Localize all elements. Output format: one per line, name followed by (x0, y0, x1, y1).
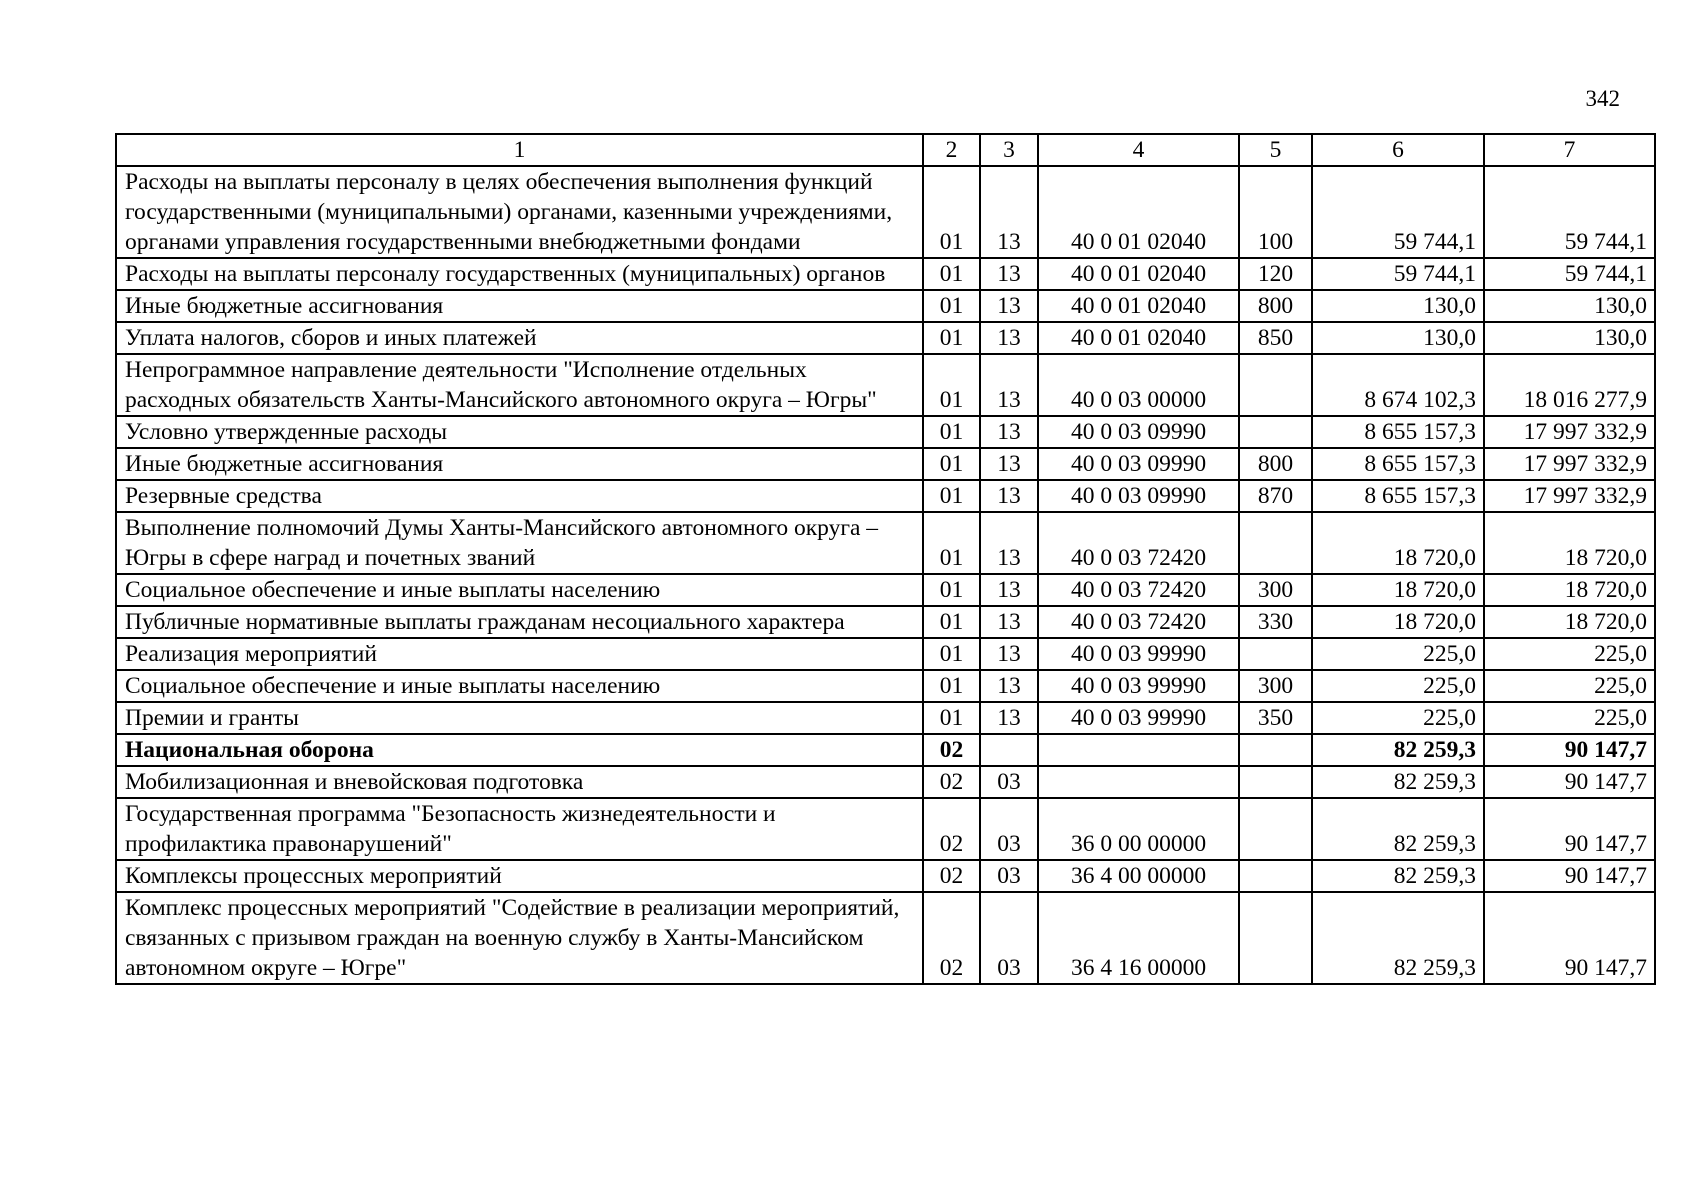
page-number: 342 (1585, 86, 1620, 111)
cell-name: Публичные нормативные выплаты гражданам несоциального характера (116, 606, 923, 638)
cell-target-article: 40 0 01 02040 (1038, 322, 1239, 354)
cell-name: Национальная оборона (116, 734, 923, 766)
cell-section: 01 (923, 448, 980, 480)
cell-target-article: 40 0 03 72420 (1038, 606, 1239, 638)
cell-expense-type: 300 (1239, 670, 1312, 702)
table-row (116, 638, 1655, 670)
cell-subsection: 13 (980, 448, 1038, 480)
cell-expense-type (1239, 734, 1312, 766)
column-header-1: 1 (116, 134, 923, 166)
cell-amount-2: 225,0 (1484, 670, 1655, 702)
cell-expense-type (1239, 798, 1312, 860)
cell-section: 01 (923, 512, 980, 574)
cell-name: Государственная программа "Безопасность жизнедеятельности и профилактика правонарушений" (116, 798, 923, 860)
table-row (116, 798, 1655, 860)
cell-target-article: 40 0 03 99990 (1038, 702, 1239, 734)
budget-table (115, 133, 1656, 985)
table-row (116, 416, 1655, 448)
cell-subsection: 13 (980, 512, 1038, 574)
cell-amount-1: 82 259,3 (1312, 798, 1484, 860)
cell-expense-type (1239, 860, 1312, 892)
cell-subsection: 13 (980, 166, 1038, 258)
table-row (116, 766, 1655, 798)
cell-amount-1: 18 720,0 (1312, 512, 1484, 574)
cell-amount-1: 82 259,3 (1312, 860, 1484, 892)
table-row (116, 290, 1655, 322)
table-body (116, 166, 1655, 984)
cell-amount-2: 59 744,1 (1484, 166, 1655, 258)
cell-expense-type: 850 (1239, 322, 1312, 354)
cell-amount-2: 225,0 (1484, 702, 1655, 734)
cell-name: Мобилизационная и вневойсковая подготовка (116, 766, 923, 798)
cell-section: 01 (923, 258, 980, 290)
cell-amount-1: 8 655 157,3 (1312, 448, 1484, 480)
cell-amount-1: 130,0 (1312, 290, 1484, 322)
cell-amount-1: 82 259,3 (1312, 734, 1484, 766)
cell-expense-type: 800 (1239, 448, 1312, 480)
cell-expense-type: 870 (1239, 480, 1312, 512)
cell-amount-1: 8 655 157,3 (1312, 480, 1484, 512)
cell-expense-type (1239, 512, 1312, 574)
cell-expense-type: 100 (1239, 166, 1312, 258)
cell-subsection: 13 (980, 702, 1038, 734)
cell-section: 02 (923, 860, 980, 892)
cell-target-article: 40 0 03 99990 (1038, 670, 1239, 702)
table-row (116, 166, 1655, 258)
cell-amount-1: 59 744,1 (1312, 166, 1484, 258)
cell-amount-1: 59 744,1 (1312, 258, 1484, 290)
cell-expense-type: 350 (1239, 702, 1312, 734)
cell-section: 02 (923, 798, 980, 860)
cell-target-article: 40 0 01 02040 (1038, 166, 1239, 258)
cell-target-article: 40 0 03 09990 (1038, 416, 1239, 448)
cell-name: Непрограммное направление деятельности "Исполнение отдельных расходных обязательств Ханты-Мансийского автономного округа – Югры" (116, 354, 923, 416)
cell-expense-type (1239, 638, 1312, 670)
cell-section: 02 (923, 892, 980, 984)
cell-expense-type (1239, 892, 1312, 984)
cell-target-article (1038, 734, 1239, 766)
cell-amount-2: 18 720,0 (1484, 512, 1655, 574)
cell-amount-2: 18 720,0 (1484, 574, 1655, 606)
cell-subsection: 13 (980, 416, 1038, 448)
table-row (116, 670, 1655, 702)
cell-name: Реализация мероприятий (116, 638, 923, 670)
cell-amount-2: 17 997 332,9 (1484, 416, 1655, 448)
cell-amount-1: 82 259,3 (1312, 892, 1484, 984)
cell-expense-type (1239, 416, 1312, 448)
cell-name: Социальное обеспечение и иные выплаты населению (116, 670, 923, 702)
cell-subsection: 03 (980, 766, 1038, 798)
cell-name: Выполнение полномочий Думы Ханты-Мансийского автономного округа – Югры в сфере наград и почетных званий (116, 512, 923, 574)
cell-target-article (1038, 766, 1239, 798)
cell-name: Комплекс процессных мероприятий "Содействие в реализации мероприятий, связанных с призывом граждан на военную службу в Ханты-Мансийском автономном округе – Югре" (116, 892, 923, 984)
cell-subsection (980, 734, 1038, 766)
cell-subsection: 03 (980, 860, 1038, 892)
cell-subsection: 13 (980, 258, 1038, 290)
table-row (116, 734, 1655, 766)
cell-subsection: 13 (980, 354, 1038, 416)
column-header-3: 3 (980, 134, 1038, 166)
column-header-4: 4 (1038, 134, 1239, 166)
cell-target-article: 36 0 00 00000 (1038, 798, 1239, 860)
cell-target-article: 40 0 03 72420 (1038, 512, 1239, 574)
cell-name: Премии и гранты (116, 702, 923, 734)
cell-section: 01 (923, 606, 980, 638)
cell-amount-1: 8 674 102,3 (1312, 354, 1484, 416)
table-row (116, 606, 1655, 638)
cell-target-article: 40 0 03 00000 (1038, 354, 1239, 416)
table-row (116, 702, 1655, 734)
cell-expense-type (1239, 766, 1312, 798)
cell-target-article: 36 4 16 00000 (1038, 892, 1239, 984)
cell-section: 01 (923, 322, 980, 354)
cell-section: 01 (923, 416, 980, 448)
cell-amount-2: 90 147,7 (1484, 734, 1655, 766)
cell-amount-1: 8 655 157,3 (1312, 416, 1484, 448)
cell-target-article: 40 0 03 72420 (1038, 574, 1239, 606)
cell-name: Резервные средства (116, 480, 923, 512)
cell-amount-1: 82 259,3 (1312, 766, 1484, 798)
cell-target-article: 40 0 03 09990 (1038, 448, 1239, 480)
cell-amount-2: 18 016 277,9 (1484, 354, 1655, 416)
cell-name: Иные бюджетные ассигнования (116, 448, 923, 480)
cell-name: Уплата налогов, сборов и иных платежей (116, 322, 923, 354)
cell-amount-1: 225,0 (1312, 670, 1484, 702)
cell-subsection: 13 (980, 574, 1038, 606)
cell-name: Комплексы процессных мероприятий (116, 860, 923, 892)
cell-amount-2: 59 744,1 (1484, 258, 1655, 290)
cell-target-article: 40 0 01 02040 (1038, 258, 1239, 290)
cell-amount-2: 90 147,7 (1484, 798, 1655, 860)
cell-section: 01 (923, 166, 980, 258)
table-row (116, 354, 1655, 416)
cell-section: 01 (923, 702, 980, 734)
cell-name: Социальное обеспечение и иные выплаты населению (116, 574, 923, 606)
cell-amount-2: 90 147,7 (1484, 766, 1655, 798)
cell-subsection: 13 (980, 290, 1038, 322)
cell-expense-type: 120 (1239, 258, 1312, 290)
cell-section: 02 (923, 766, 980, 798)
column-header-7: 7 (1484, 134, 1655, 166)
cell-subsection: 13 (980, 480, 1038, 512)
cell-expense-type: 800 (1239, 290, 1312, 322)
table-row (116, 258, 1655, 290)
table-row (116, 574, 1655, 606)
column-header-5: 5 (1239, 134, 1312, 166)
table-row (116, 448, 1655, 480)
cell-section: 01 (923, 480, 980, 512)
table-row (116, 512, 1655, 574)
cell-amount-1: 18 720,0 (1312, 574, 1484, 606)
header-row (116, 134, 1655, 166)
cell-target-article: 40 0 03 99990 (1038, 638, 1239, 670)
cell-section: 01 (923, 574, 980, 606)
cell-amount-2: 130,0 (1484, 290, 1655, 322)
cell-subsection: 13 (980, 638, 1038, 670)
cell-section: 01 (923, 290, 980, 322)
cell-section: 02 (923, 734, 980, 766)
cell-name: Расходы на выплаты персоналу государственных (муниципальных) органов (116, 258, 923, 290)
table-row (116, 322, 1655, 354)
table-row (116, 892, 1655, 984)
cell-amount-2: 18 720,0 (1484, 606, 1655, 638)
cell-expense-type (1239, 354, 1312, 416)
table-header (116, 134, 1655, 166)
cell-amount-2: 17 997 332,9 (1484, 448, 1655, 480)
table-row (116, 860, 1655, 892)
cell-target-article: 36 4 00 00000 (1038, 860, 1239, 892)
cell-name: Расходы на выплаты персоналу в целях обеспечения выполнения функций государственными (муниципальными) органами, казенными учреждениями, органами управления государственными внебюджетными фондами (116, 166, 923, 258)
cell-name: Иные бюджетные ассигнования (116, 290, 923, 322)
cell-expense-type: 330 (1239, 606, 1312, 638)
cell-subsection: 13 (980, 606, 1038, 638)
cell-amount-1: 225,0 (1312, 638, 1484, 670)
cell-amount-2: 17 997 332,9 (1484, 480, 1655, 512)
cell-amount-2: 90 147,7 (1484, 860, 1655, 892)
column-header-6: 6 (1312, 134, 1484, 166)
cell-expense-type: 300 (1239, 574, 1312, 606)
cell-subsection: 13 (980, 322, 1038, 354)
cell-section: 01 (923, 638, 980, 670)
cell-section: 01 (923, 670, 980, 702)
cell-amount-1: 18 720,0 (1312, 606, 1484, 638)
cell-subsection: 03 (980, 892, 1038, 984)
cell-amount-1: 225,0 (1312, 702, 1484, 734)
cell-target-article: 40 0 01 02040 (1038, 290, 1239, 322)
cell-target-article: 40 0 03 09990 (1038, 480, 1239, 512)
cell-name: Условно утвержденные расходы (116, 416, 923, 448)
cell-amount-2: 225,0 (1484, 638, 1655, 670)
column-header-2: 2 (923, 134, 980, 166)
cell-subsection: 13 (980, 670, 1038, 702)
cell-amount-1: 130,0 (1312, 322, 1484, 354)
cell-section: 01 (923, 354, 980, 416)
cell-subsection: 03 (980, 798, 1038, 860)
cell-amount-2: 90 147,7 (1484, 892, 1655, 984)
table-row (116, 480, 1655, 512)
cell-amount-2: 130,0 (1484, 322, 1655, 354)
